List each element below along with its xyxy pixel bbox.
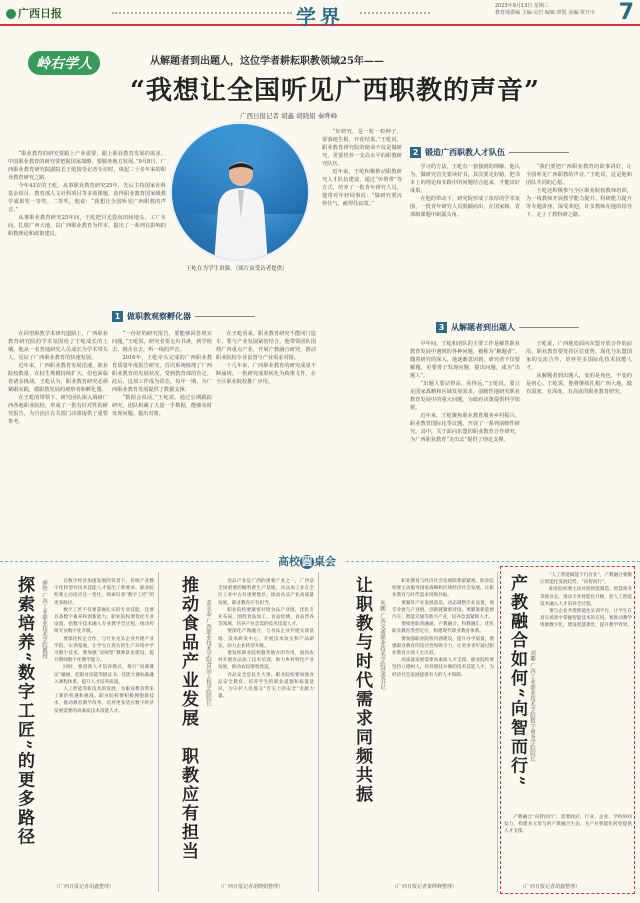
band-suffix: 桌会: [314, 555, 336, 568]
section2-heading: [410, 147, 569, 158]
column3-text: [392, 578, 494, 880]
logo-mark-icon: [6, 9, 16, 19]
paragraph: 要加强职业院校内涵建设，提升办学质量，增强职业教育的适应性和吸引力，让更多青年通过职业教育实现人生出彩。: [392, 636, 494, 657]
paragraph: 近年来，王屹积极推动职教研究人才队伍建设，通过“传帮带”等方式，培养了一批青年研究人员。他常对年轻同事说：“做研究要沉得住气，耐得住寂寞。”: [322, 169, 402, 207]
paragraph: 在他的带动下，研究院形成了浓厚的学术氛围，一批青年研究人员脱颖而出，在国家级、省部级课题中崭露头角。: [410, 196, 520, 218]
column-divider-2: [318, 572, 319, 892]
band-circle: 圆: [301, 555, 313, 568]
headline: “我想让全国听见广西职教的声音”: [130, 76, 540, 106]
paragraph: 学习的方法，王屹有一套独到的理解。他认为，做研究首先要读好书，其次要走好路，把书本上的理论和实践中的问题结合起来，才能出好成果。: [410, 164, 520, 194]
column4-title: 产教融合如何“向智而行”: [507, 574, 527, 788]
paragraph: 人工智能等新技术的发展，为职业教育带来了新的机遇和挑战。职业院校要积极拥抱新技术，推动教育教学改革，培养更多适应数字经济发展需要的高素质技术技能人才。: [54, 687, 154, 714]
column4-source: （广西日报记者胡鑫整理）: [520, 884, 581, 890]
column1-title: 探索培养“数字工匠”的更多路径: [14, 576, 34, 847]
byline: 广西日报记者 胡鑫 胡晓娟 秦晔峰: [240, 112, 338, 120]
column-divider-3: [497, 572, 498, 892]
paragraph: 要紧盯产业发展前沿，动态调整专业设置，使专业链与产业链、创新链紧密对接。要瞄准新能源汽车、智能交通等新兴产业，培养急需紧缺人才。: [392, 600, 494, 621]
paragraph: 从事职业教育研究25年间，王屹把目光投向田间地头、工厂车间，扎根广西大地，以广西职业教育为样本，提出了一系列有影响的职教理论和政策建议。: [8, 215, 166, 237]
section1-text-b: [112, 330, 212, 552]
header-dots-left: [112, 12, 292, 14]
paragraph: 高质量发展需要高素质人才支撑。职业院校要坚持立德树人，培养德技并修的技术技能人才，为经济社会发展提供有力的人才保障。: [392, 658, 494, 678]
column3-author: 朱鹏 广西交通职业技术学院党委书记: [379, 600, 385, 690]
section1-title: 做职教观察孵化器: [127, 312, 191, 321]
paragraph: 职业院校要主动对接智能制造、智慧商务等新业态，推动专业智能化升级，把人工智能技术融入人才培养全过程。: [540, 587, 632, 607]
kicker: 从解题者到出题人，这位学者耕耘职教领域25年——: [150, 56, 384, 67]
paragraph: 2016年，王屹牵头完成的广西职业教育质量年度报告研究，首次系统梳理了广西职业教育的发展状况，受到教育部的肯定。此后，这项工作成为常态，每年一期，为广西职业教育发展提供了数据支撑。: [112, 355, 212, 393]
column4-text-bottom: [504, 814, 632, 880]
paragraph: 王屹说，广西地处面向东盟开放合作的前沿，职业教育要发挥区位优势，深化与东盟国家的交流合作，培养更多国际化技术技能人才。: [526, 341, 632, 371]
section2-number-icon: 2: [410, 147, 421, 158]
paragraph: 要深化校企合作，与行业龙头企业共建产业学院、实训基地，让学生在真实的生产环境中学习数字技术。要加强“双师型”教师队伍建设，提升教师数字化教学能力。: [54, 636, 154, 664]
paragraph: “数据会说话。”王屹说，通过长期跟踪研究，团队积累了大量一手数据，能够及时发现问题、提出对策。: [112, 395, 212, 417]
section2-text-a: [322, 128, 402, 548]
section1-rule: [195, 316, 255, 317]
section2-text-b: [410, 163, 520, 313]
page-header: [0, 0, 640, 29]
section3-text-a: [410, 340, 520, 550]
section2-rule: [509, 152, 569, 153]
section3-text-b: [526, 340, 632, 550]
paragraph: 职业教育与经济社会发展联系最紧密。职业院校要主动服务国家战略和区域经济社会发展，让职业教育与时代需求同频共振。: [392, 579, 494, 599]
band-prefix: 高校: [278, 555, 300, 568]
column1-source: （广西日报记者胡鑫整理）: [54, 884, 115, 890]
paragraph: 产教融合“向智而行”，需要政府、行业、企业、学校协同发力，构建多元参与的产教融合生态，为产业智能化转型提供人才支撑。: [504, 815, 632, 835]
section2-title: 锻造广西职教人才队伍: [425, 148, 505, 157]
section3-title: 从解题者到出题人: [451, 323, 515, 332]
logo-text: 广西日报: [18, 7, 62, 20]
column-logo: 岭右学人: [28, 51, 100, 75]
paragraph: 要发挥职业院校服务地方的作用，面向农村开展食品加工技术培训，助力乡村特色产业发展，推动农民增收致富。: [218, 651, 314, 671]
paragraph: 在数字经济加速发展的背景下，传统产业数字化转型对技术技能人才提出了新要求。职业院校要主动适应这一变化，探索培养“数字工匠”的更多路径。: [54, 579, 154, 606]
paragraph: “我们要把广西职业教育的故事讲好，让全国听见广西职教的声音。”王屹说，这是他和团队共同的心愿。: [526, 164, 632, 186]
column3-source: （广西日报记者秦晔峰整理）: [392, 884, 458, 890]
paragraph: 职业院校要紧密对接食品产业链，优化专业布局，围绕食品加工、食品检测、食品营养等领域，培养产业急需的技术技能人才。: [218, 607, 314, 628]
lecture-photo: [170, 122, 310, 262]
section1-number-icon: 1: [112, 311, 123, 322]
paragraph: 在王屹的带领下，研究团队深入调研广西各地职业院校，形成了一批有针对性的研究报告，为自治区有关部门决策提供了重要参考。: [8, 395, 108, 425]
section1-text-c: [216, 330, 316, 552]
paragraph: “好研究，是一粒一粒种子，要落地生根、开花结果。”王屹说，职业教育研究院的使命不仅是做研究，更要培养一支高水平的职教研究队伍。: [322, 129, 402, 167]
paragraph: “职业教育的研究要跟上产业需要，跟上职业教育发展的需求。中国职业教育的研究要把握国家战略，要服务地方发展。”9月8日，广西职业教育研究院副院长王屹接受记者专访时，谈起二十多年来的职业教育研究之路。: [8, 151, 166, 181]
paragraph: 王屹还积极参与全区职业院校教师培训，为一线教师开展教学能力提升、科研能力提升等专题讲座，深受欢迎。许多教师在他的指导下，走上了教科研之路。: [526, 188, 632, 218]
paragraph: 要与企业共建智能化实训平台，让学生在真实场景中掌握智能技术的应用。要推动教学资源数字化，建设智慧课堂，提升教学效果。: [540, 609, 632, 629]
column3-title: 让职教与时代需求同频共振: [352, 576, 372, 804]
column4-text: [540, 572, 632, 812]
paragraph: 同时，要创新人才培养模式，推行“岗课赛证”融通，把职业技能等级证书、技能大赛标准融入课程体系，提升人才培养质量。: [54, 665, 154, 685]
speaker-figure: [210, 158, 272, 262]
section1-text-a: [8, 330, 108, 552]
newspaper-logo: [6, 5, 62, 21]
column2-source: （广西日报记者胡晓娟整理）: [218, 884, 284, 890]
column4-author: 刘璐 广西工业职业技术学院数字商务学院院长: [529, 650, 535, 762]
paragraph: “出题人要站得高、看得远。”王屹说，要立足国家战略和区域发展需求，前瞻性地研究职业教育发展中的重大问题，为政府决策提供科学依据。: [410, 381, 520, 411]
column-divider-1: [158, 572, 159, 892]
section3-number-icon: 3: [436, 322, 447, 333]
band-label: [270, 553, 344, 569]
column2-title: 推动食品产业发展 职教应有担当: [178, 576, 198, 861]
column2-author: 黄永泰 广西职业技术学院食品工程学院院长: [205, 600, 211, 707]
paragraph: 要深化产教融合，与食品企业共建实训基地、技术研发中心，开展技术攻关和产品研发，助力企业转型升级。: [218, 629, 314, 649]
paragraph: 食品安全是民生大事。职业院校要加强食品安全教育，培养学生的职业道德和质量意识，为守护人民群众“舌尖上的安全”贡献力量。: [218, 672, 314, 700]
paragraph: 在王屹看来，职业教育研究不能闭门造车，要与产业发展紧密结合。他带领团队围绕广西重点产业，开展产教融合研究，推动职业院校专业设置与产业需求对接。: [216, 331, 316, 361]
paragraph: “人工智能赋能千行百业”，产教融合要顺应智能化发展趋势，“向智而行”。: [540, 573, 632, 586]
page-number: 7: [618, 0, 634, 25]
section3-heading: [436, 322, 579, 333]
paragraph: 今年43岁的王屹，从事职业教育研究25年，先后主持国家社科基金项目、教育部人文社科项目等多项课题，获得职业教育国家级教学成果奖一等奖、二等奖。他说：“我想让全国听见广西职教的声音。”: [8, 183, 166, 213]
paragraph: 在回望职教学术研究道路上，广西职业教育研究院的学术氛围给了王屹成长的土壤。他从一名普通研究人员成长为学术带头人，见证了广西职业教育的快速发展。: [8, 331, 108, 361]
paragraph: 食品产业是广西的重要产业之一，广西是全国重要的糖料蔗生产基地，食品加工业在全区工业中占有重要地位。推动食品产业高质量发展，职业教育应有担当。: [218, 579, 314, 606]
column1-text: [54, 578, 154, 880]
header-dots-right: [360, 12, 430, 14]
paragraph: 近年来，广西职业教育发展迅速，职业院校数量、在校生规模持续扩大，但也面临着诸多挑战。王屹认为，职业教育研究必须紧跟实践，做职教发展的观察者和孵化器。: [8, 363, 108, 393]
column2-text: [218, 578, 314, 880]
section1-heading: [112, 311, 255, 322]
section3-rule: [519, 327, 579, 328]
intro-text-left: [8, 150, 166, 300]
header-date: 2023年9月13日 星期三: [495, 3, 549, 9]
paragraph: 近年来，王屹聚焦职业教育服务乡村振兴、职业教育国际化等议题，开展了一系列前瞻性研究。其中，关于面向东盟的职业教育合作研究，为广西职业教育“走出去”提供了理论支撑。: [410, 413, 520, 443]
header-meta: [495, 3, 615, 17]
column1-author: 廖智 广西工业职业技术学院教授: [41, 580, 47, 659]
paragraph: 数字工匠不仅要掌握扎实的专业技能，还要具备数字素养和创新能力。职业院校要优化专业设置，把数字技术融入专业教学全过程，推动传统专业数字化升级。: [54, 607, 154, 635]
paragraph: 十几年来，广西职业教育的研究成果不断涌现，一批研究成果转化为政策文件，在全区职业院校推广应用。: [216, 363, 316, 385]
section2-text-c: [526, 163, 632, 313]
header-editors: 教育部委编 主编:吴岩 编辑:覃凯 美编:覃开宇: [495, 10, 595, 16]
photo-caption: 王屹在为学生讲课。（图片由受访者提供）: [186, 266, 288, 272]
paragraph: “一份好的研究报告，要能够回答现实问题。”王屹说，研究者要走出书斋，到学校去、到企业去，听一线的声音。: [112, 331, 212, 353]
section-name: 学界: [296, 5, 344, 29]
paragraph: 从解题者到出题人，变的是角色，不变的是初心。王屹说，他将继续扎根广西大地，做有温度、有深度、有高度的职业教育研究。: [526, 373, 632, 395]
paragraph: 要推进职普融通、产教融合、科教融汇，优化职业教育类型定位，构建现代职业教育体系。: [392, 622, 494, 635]
paragraph: 早年间，王屹和团队的主要工作是解答职业教育发展中遇到的各种问题，被称为“解题者”。随着研究的深入，他逐渐意识到，研究者不仅要解题，更要善于发现问题、提出问题，成为“出题人”。: [410, 341, 520, 379]
